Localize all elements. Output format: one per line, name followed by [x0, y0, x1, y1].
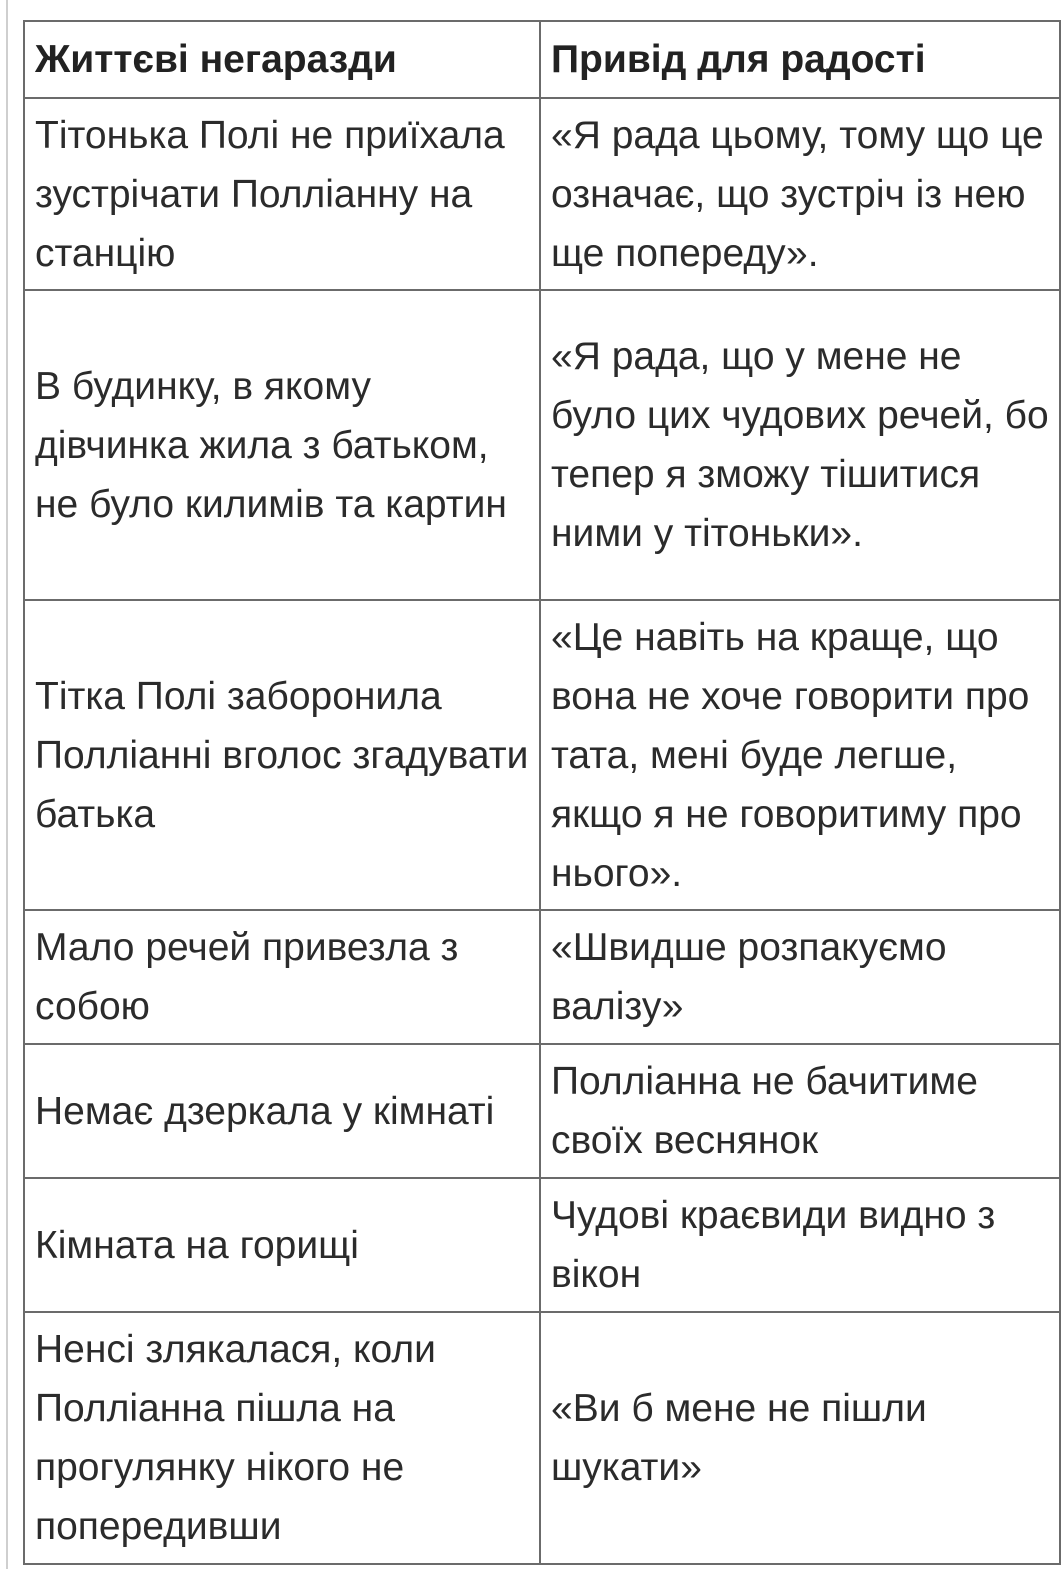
trouble-cell: Ненсі злякалася, коли Поллiанна пішла на прогулянку нікого не попередивши [24, 1312, 540, 1564]
trouble-cell: Тітка Полі заборонила Поллiанні вголос згадувати батька [24, 600, 540, 910]
header-troubles: Життєві негаразди [24, 21, 540, 98]
page-left-border [6, 0, 8, 1569]
trouble-cell: Тітонька Полі не приїхала зустрічати Поллiанну на станцію [24, 98, 540, 290]
trouble-cell: Немає дзеркала у кімнаті [24, 1044, 540, 1178]
table-row [24, 1312, 1060, 1564]
table-row [24, 600, 1060, 910]
troubles-joys-table [23, 20, 1061, 1565]
table-row [24, 290, 1060, 600]
joy-cell: Поллiанна не бачитиме своїх веснянок [540, 1044, 1060, 1178]
table-header-row [24, 21, 1060, 98]
joy-cell: «Ви б мене не пішли шукати» [540, 1312, 1060, 1564]
trouble-cell: Мало речей привезла з собою [24, 910, 540, 1044]
joy-cell: «Швидше розпакуємо валізу» [540, 910, 1060, 1044]
table-row [24, 910, 1060, 1044]
table-row [24, 98, 1060, 290]
joy-cell: «Я рада цьому, тому що це означає, що зустріч із нею ще попереду». [540, 98, 1060, 290]
joy-cell: «Це навіть на краще, що вона не хоче говорити про тата, мені буде легше, якщо я не говоритиму про нього». [540, 600, 1060, 910]
table-row [24, 1044, 1060, 1178]
header-joy-reason: Привід для радості [540, 21, 1060, 98]
trouble-cell: В будинку, в якому дівчинка жила з батьком, не було килимів та картин [24, 290, 540, 600]
table-row [24, 1178, 1060, 1312]
joy-cell: Чудові краєвиди видно з вікон [540, 1178, 1060, 1312]
trouble-cell: Кімната на горищі [24, 1178, 540, 1312]
table-container [23, 20, 1059, 1565]
joy-cell: «Я рада, що у мене не було цих чудових речей, бо тепер я зможу тішитися ними у тітоньки». [540, 290, 1060, 600]
